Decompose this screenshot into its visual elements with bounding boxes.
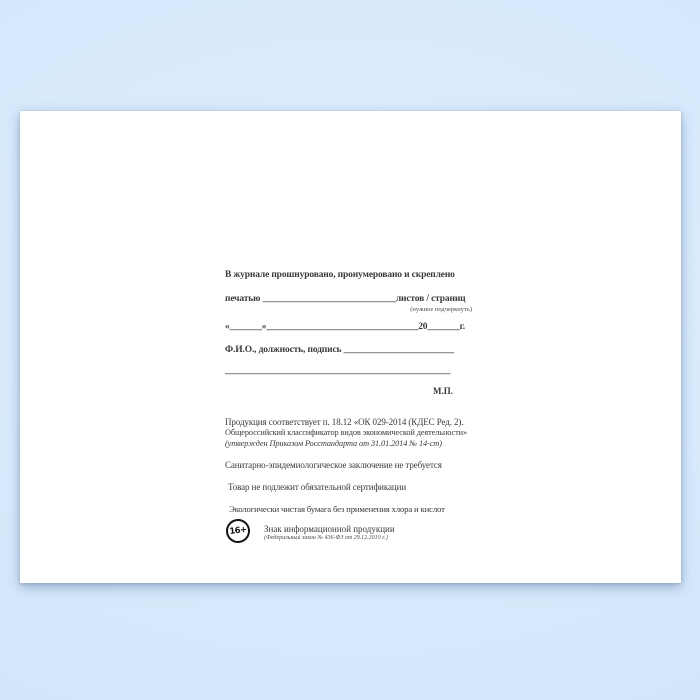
certification-statement: Товар не подлежит обязательной сертификации (228, 482, 407, 492)
underline-applicable-note: (нужное подчеркнуть) (410, 306, 472, 313)
compliance-line-1: Продукция соответствует п. 18.12 «ОК 029-2014 (КДЕС Ред. 2). (225, 417, 464, 427)
name-position-signature-line: Ф.И.О., должность, подпись ________________________ (225, 345, 455, 355)
compliance-line-3: (утвержден Приказом Росстандарта от 31.01.2014 № 14-ст) (225, 439, 442, 448)
stamp-place-abbr: М.П. (433, 386, 453, 396)
information-product-mark-title: Знак информационной продукции (264, 524, 395, 534)
age-rating-label: 16+ (228, 524, 248, 538)
signature-blank-rule: _________________________________________________ (225, 366, 451, 376)
age-rating-16plus-icon (225, 518, 252, 545)
seal-sheets-pages-line: печатью _____________________________листов / страниц (225, 294, 466, 304)
eco-paper-statement: Экологически чистая бумага без применения хлора и кислот (229, 504, 445, 514)
stitched-statement-line: В журнале прошнуровано, пронумеровано и скреплено (225, 270, 455, 280)
date-blank-line: «_______»_________________________________20_______г. (225, 322, 465, 332)
compliance-line-2: Общероссийский классификатор видов экономической деятельности» (225, 428, 468, 437)
journal-back-cover-page (20, 111, 681, 583)
federal-law-note: (Федеральный закон № 436-ФЗ от 29.12.2010 г.) (264, 535, 388, 541)
sanitary-statement: Санитарно-эпидемиологическое заключение не требуется (225, 460, 442, 470)
